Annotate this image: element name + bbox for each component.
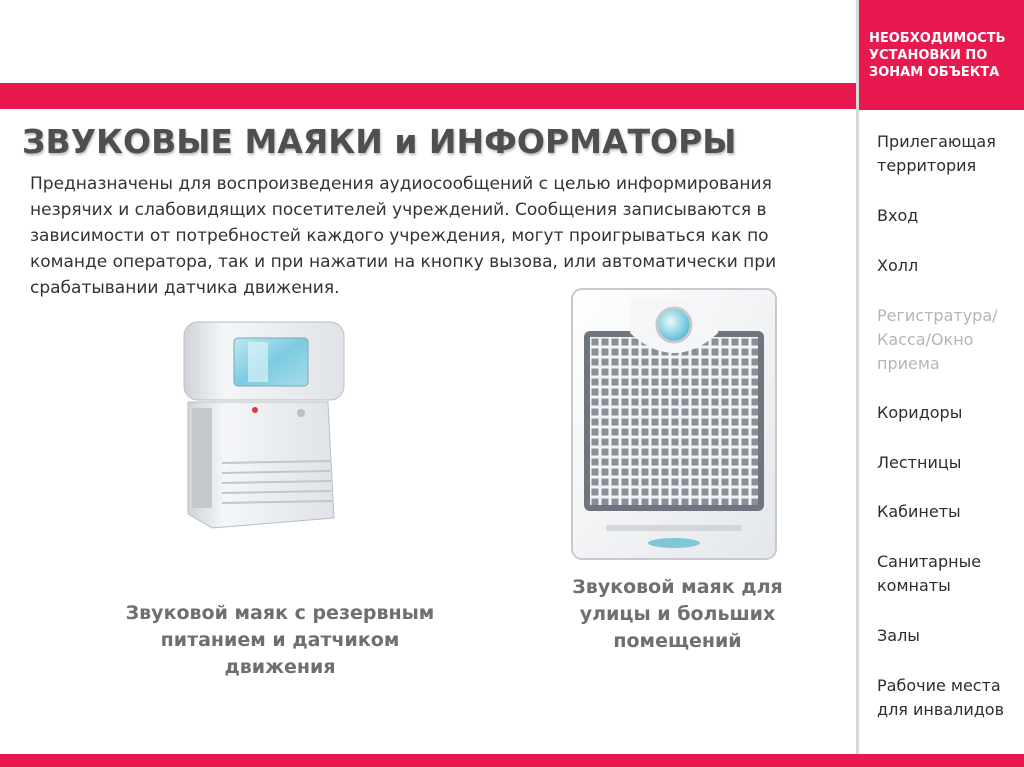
sidebar-item-halls[interactable]: Залы — [877, 626, 920, 645]
caption-right-device: Звуковой маяк для улицы и больших помещений — [572, 576, 783, 652]
caption-left-device: Звуковой маяк с резервным питанием и датчиком движения — [125, 602, 435, 678]
sidebar-item-adjacent-territory[interactable]: Прилегающая территория — [877, 132, 996, 175]
slide-description: Предназначены для воспроизведения аудиосообщений с целью информирования незрячих и слабовидящих посетителей учреждений. Сообщения записываются в зависимости от потребностей каждого учреждения, могут проигрываться как по команде оператора, так и при нажатии на кнопку вызова, или автоматически при срабатывании датчика движения. — [30, 174, 777, 298]
sidebar-item-stairs[interactable]: Лестницы — [877, 453, 962, 472]
accent-bar-top — [0, 83, 856, 109]
sidebar-header: НЕОБХОДИМОСТЬ УСТАНОВКИ ПО ЗОНАМ ОБЪЕКТА — [859, 0, 1024, 110]
motion-sensor-beacon-icon — [178, 318, 348, 533]
sidebar-item-restrooms[interactable]: Санитарные комнаты — [877, 552, 982, 595]
accent-bar-bottom — [0, 754, 1024, 767]
zone-sidebar — [856, 0, 1024, 754]
sidebar-item-reception[interactable]: Регистратура/ Касса/Окно приема — [877, 306, 998, 373]
sidebar-item-disabled-workplaces[interactable]: Рабочие места для инвалидов — [877, 676, 1004, 719]
sidebar-item-offices[interactable]: Кабинеты — [877, 502, 961, 521]
sidebar-item-hall[interactable]: Холл — [877, 256, 919, 275]
slide-title: ЗВУКОВЫЕ МАЯКИ и ИНФОРМАТОРЫ — [22, 122, 737, 161]
speaker-beacon-icon — [570, 287, 778, 562]
sidebar-item-entrance[interactable]: Вход — [877, 206, 919, 225]
sidebar-item-corridors[interactable]: Коридоры — [877, 403, 963, 422]
